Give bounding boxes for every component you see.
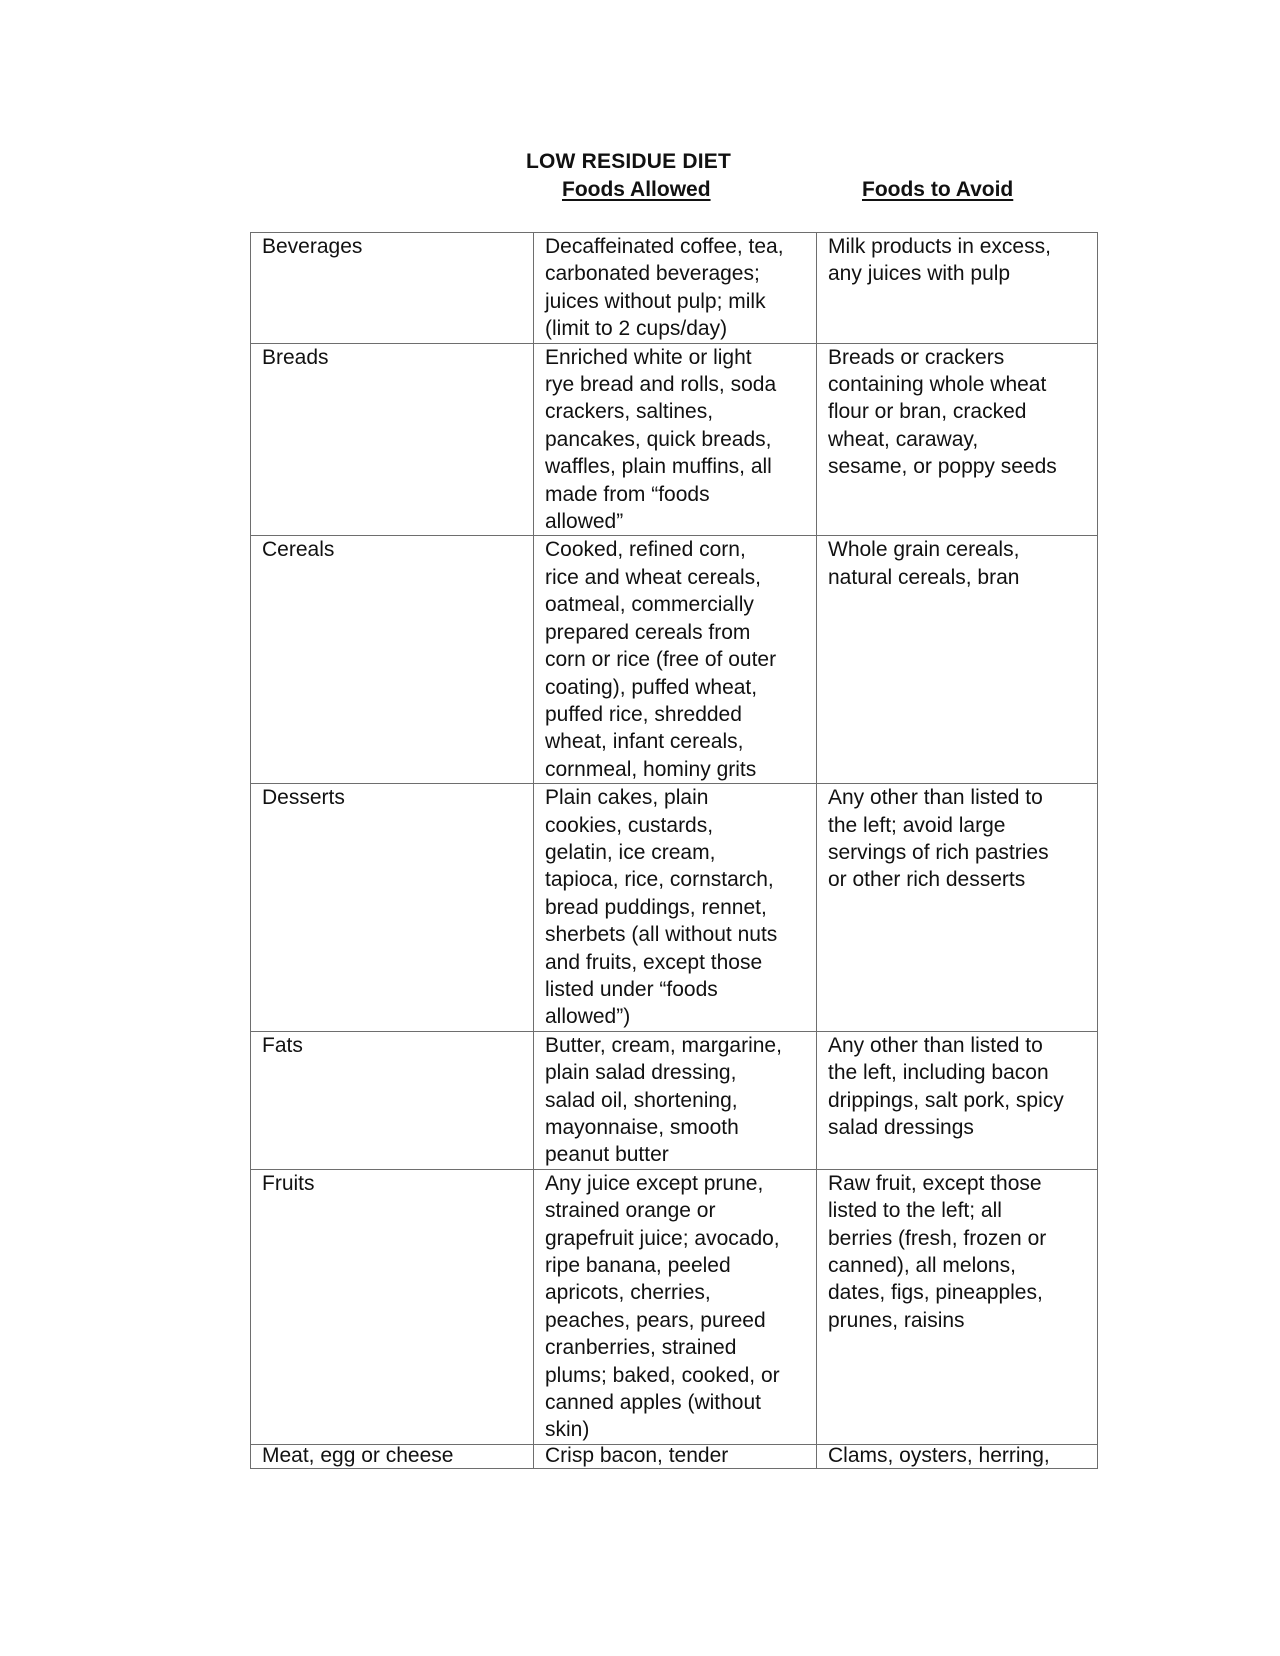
category-cell: Meat, egg or cheese [251,1444,534,1468]
foods-to-avoid-heading: Foods to Avoid [862,178,1014,201]
table-row [251,1169,1098,1444]
foods-to-avoid-cell: Milk products in excess, any juices with pulp [817,233,1098,344]
table-row [251,1444,1098,1468]
foods-to-avoid-cell: Clams, oysters, herring, [817,1444,1098,1468]
table-row [251,784,1098,1032]
foods-to-avoid-cell: Raw fruit, except those listed to the left; all berries (fresh, frozen or canned), all melons, dates, figs, pineapples, prunes, raisins [817,1169,1098,1444]
foods-allowed-cell: Cooked, refined corn, rice and wheat cereals, oatmeal, commercially prepared cereals from corn or rice (free of outer coating), puffed wheat, puffed rice, shredded wheat, infant cereals, cornmeal, hominy grits [534,536,817,784]
foods-to-avoid-cell: Any other than listed to the left; avoid large servings of rich pastries or other rich desserts [817,784,1098,1032]
foods-allowed-cell: Enriched white or light rye bread and rolls, soda crackers, saltines, pancakes, quick breads, waffles, plain muffins, all made from “foods allowed” [534,343,817,536]
category-cell: Fats [251,1031,534,1169]
foods-allowed-cell: Decaffeinated coffee, tea, carbonated beverages; juices without pulp; milk (limit to 2 cups/day) [534,233,817,344]
foods-allowed-cell: Butter, cream, margarine, plain salad dressing, salad oil, shortening, mayonnaise, smooth peanut butter [534,1031,817,1169]
category-cell: Breads [251,343,534,536]
diet-table [250,232,1098,1469]
foods-allowed-cell: Crisp bacon, tender [534,1444,817,1468]
category-cell: Fruits [251,1169,534,1444]
table-row [251,536,1098,784]
foods-to-avoid-cell: Any other than listed to the left, including bacon drippings, salt pork, spicy salad dressings [817,1031,1098,1169]
table-row [251,1031,1098,1169]
table-row [251,233,1098,344]
category-cell: Desserts [251,784,534,1032]
foods-to-avoid-cell: Breads or crackers containing whole wheat flour or bran, cracked wheat, caraway, sesame, or poppy seeds [817,343,1098,536]
table-row [251,343,1098,536]
document-title: LOW RESIDUE DIET [526,150,732,173]
category-cell: Beverages [251,233,534,344]
foods-allowed-heading: Foods Allowed [562,178,711,201]
foods-to-avoid-cell: Whole grain cereals, natural cereals, bran [817,536,1098,784]
foods-allowed-cell: Plain cakes, plain cookies, custards, gelatin, ice cream, tapioca, rice, cornstarch, bread puddings, rennet, sherbets (all without nuts and fruits, except those listed under “foods allowed”) [534,784,817,1032]
category-cell: Cereals [251,536,534,784]
foods-allowed-cell: Any juice except prune, strained orange or grapefruit juice; avocado, ripe banana, peeled apricots, cherries, peaches, pears, pureed cranberries, strained plums; baked, cooked, or canned apples (without skin) [534,1169,817,1444]
